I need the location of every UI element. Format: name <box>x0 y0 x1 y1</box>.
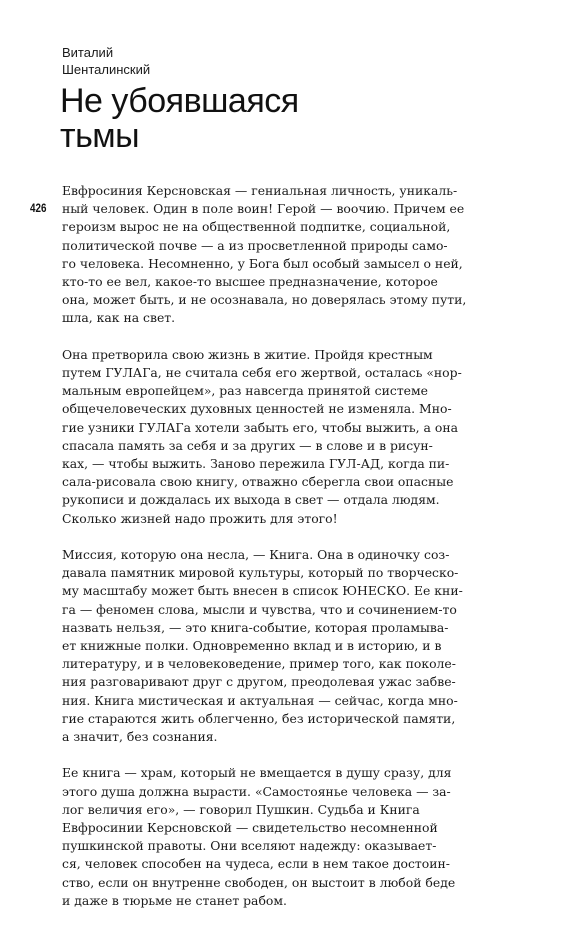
text-line: Евфросиния Керсновская — гениальная личность, уникаль- <box>62 183 458 198</box>
text-line: гие стараются жить облегченно, без исторической памяти, <box>62 710 456 726</box>
text-line: спасала память за себя и за других — в слове и в рисун- <box>62 437 433 453</box>
page-number: 426 <box>30 201 47 215</box>
text-line: Она претворила свою жизнь в житие. Пройдя крестным <box>62 346 433 362</box>
text-line: шла, как на свет. <box>62 310 176 326</box>
text-line: ках, — чтобы выжить. Заново пережила ГУЛ-АД, когда пи- <box>62 456 450 472</box>
text-line: Евфросинии Керсновской — свидетельство несомненной <box>62 820 438 836</box>
text-line: ство, если он внутренне свободен, он выстоит в любой беде <box>62 874 456 890</box>
article-title <box>60 84 299 154</box>
text-line: Сколько жизней надо прожить для этого! <box>62 510 338 526</box>
title-line: Не убоявшаяся <box>60 82 299 120</box>
text-line: рукописи и дождалась их выхода в свет — отдала людям. <box>62 492 440 508</box>
author-last-name: Шенталинский <box>62 62 151 77</box>
text-line: сала-рисовала свою книгу, отважно сберегла свои опасные <box>62 474 454 490</box>
text-line: лог величия его», — говорил Пушкин. Судьба и Книга <box>62 801 420 817</box>
text-line: а значит, без сознания. <box>62 729 218 745</box>
paragraph <box>62 546 514 746</box>
text-line: га — феномен слова, мысли и чувства, что и сочинением-то <box>62 601 457 617</box>
paragraph <box>62 182 514 328</box>
paragraph <box>62 346 514 528</box>
text-line: го человека. Несомненно, у Бога был особый замысел о ней, <box>62 255 463 271</box>
text-line: ет книжные полки. Одновременно вклад и в историю, и в <box>62 638 442 654</box>
text-line: ния разговаривают друг с другом, преодолевая ужас забве- <box>62 674 456 690</box>
text-line: этого душа должна вырасти. «Самостоянье человека — за- <box>62 783 451 799</box>
paragraph <box>62 764 514 910</box>
author-name <box>62 44 150 78</box>
text-line: давала памятник мировой культуры, который по творческо- <box>62 565 459 581</box>
text-line: она, может быть, и не осознавала, но доверялась этому пути, <box>62 292 467 308</box>
author-first-name: Виталий <box>62 45 114 60</box>
body-text <box>62 182 514 928</box>
text-line: политической почве — а из просветленной природы само- <box>62 237 448 253</box>
text-line: и даже в тюрьме не станет рабом. <box>62 892 287 908</box>
text-line: мальным европейцем», раз навсегда принятой системе <box>62 383 428 399</box>
text-line: Ее книга — храм, который не вмещается в душу сразу, для <box>62 765 452 781</box>
text-line: ный человек. Один в поле воин! Герой — воочию. Причем ее <box>62 201 465 217</box>
text-line: литературу, и в человековедение, пример того, как поколе- <box>62 656 456 672</box>
text-line: ния. Книга мистическая и актуальная — сейчас, когда мно- <box>62 692 458 708</box>
title-line: тьмы <box>60 117 140 155</box>
text-line: общечеловеческих духовных ценностей не изменяла. Мно- <box>62 401 452 417</box>
text-line: путем ГУЛАГа, не считала себя его жертвой, осталась «нор- <box>62 365 462 381</box>
text-line: ся, человек способен на чудеса, если в нем такое достоин- <box>62 856 450 872</box>
text-line: му масштабу может быть внесен в список ЮНЕСКО. Ее кни- <box>62 583 463 599</box>
text-line: назвать нельзя, — это книга-событие, которая проламыва- <box>62 619 449 635</box>
text-line: кто-то ее вел, какое-то высшее предназначение, которое <box>62 274 438 290</box>
text-line: гие узники ГУЛАГа хотели забыть его, чтобы выжить, а она <box>62 419 458 435</box>
text-line: героизм вырос не на общественной подпитке, социальной, <box>62 219 451 235</box>
text-line: Миссия, которую она несла, — Книга. Она в одиночку соз- <box>62 547 450 563</box>
text-line: пушкинской правоты. Они вселяют надежду: оказывает- <box>62 838 437 854</box>
